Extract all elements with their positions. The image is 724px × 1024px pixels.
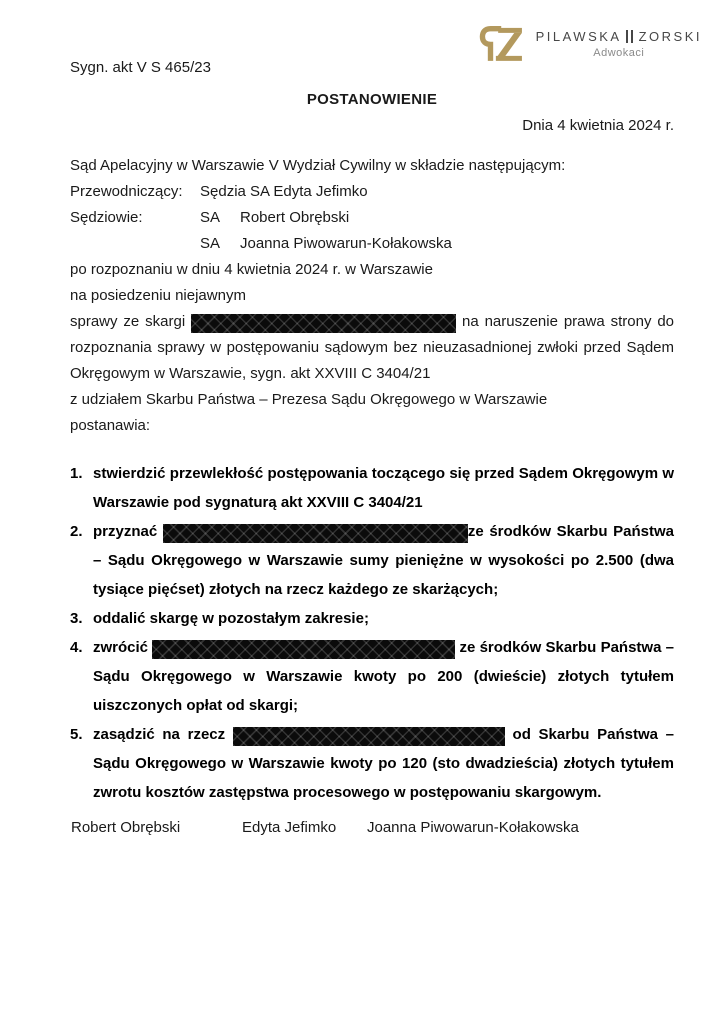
presiding-label: Przewodniczący: <box>70 183 183 200</box>
ruling-text: stwierdzić przewlekłość postępowania toczącego się przed Sądem Okręgowym w Warszawie pod sygnaturą akt XXVIII C 3404/21 <box>93 465 674 511</box>
judge-name: Robert Obrębski <box>240 209 350 226</box>
signature-name: Robert Obrębski <box>71 819 181 836</box>
claim-post: na naruszenie prawa strony do rozpoznania sprawy w postępowaniu sądowym bez nieuzasadnionej zwłoki przed Sądem Okręgowym w Warszawie, sygn. akt XXVIII C 3404/21 <box>70 313 675 382</box>
signatures-row <box>70 815 674 837</box>
law-firm-subtitle: Adwokaci <box>593 47 645 59</box>
document-date: Dnia 4 kwietnia 2024 r. <box>522 117 674 134</box>
ruling-number: 4. <box>70 639 83 656</box>
decision-intro: postanawia: <box>70 417 151 434</box>
court-composition <box>70 153 674 439</box>
ruling-number: 1. <box>70 465 83 482</box>
ruling-item <box>70 604 674 633</box>
ruling-number: 3. <box>70 610 83 627</box>
law-firm-name-left: PILAWSKA <box>535 29 622 44</box>
judges-label: Sędziowie: <box>70 209 143 226</box>
ruling-item <box>70 633 674 720</box>
law-firm-name-right: ZORSKI <box>638 29 702 44</box>
ruling-item <box>70 517 674 604</box>
judge-rank: SA <box>200 209 221 226</box>
case-number: Sygn. akt V S 465/23 <box>70 59 211 76</box>
double-bar-separator-icon <box>626 30 633 43</box>
redaction-block <box>233 727 505 746</box>
pz-monogram-icon <box>479 20 525 68</box>
law-firm-name-block <box>536 20 702 59</box>
law-firm-logo <box>479 20 702 68</box>
session-line: na posiedzeniu niejawnym <box>70 287 246 304</box>
document-title: POSTANOWIENIE <box>306 91 438 108</box>
ruling-text: zasądzić na rzecz od Skarbu Państwa – Sądu Okręgowego w Warszawie kwoty po 120 (sto dwadzieścia) złotych tytułem zwrotu kosztów zastępstwa procesowego w postępowaniu skargowym. <box>93 726 674 801</box>
court-line: Sąd Apelacyjny w Warszawie V Wydział Cywilny w składzie następującym: <box>70 157 566 174</box>
signature-name: Edyta Jefimko <box>242 819 337 836</box>
ruling-number: 5. <box>70 726 83 743</box>
composition-grid <box>70 179 674 257</box>
ruling-item <box>70 720 674 807</box>
hearing-line: po rozpoznaniu w dniu 4 kwietnia 2024 r. w Warszawie <box>70 261 433 278</box>
judge-name: Joanna Piwowarun-Kołakowska <box>240 235 452 252</box>
claim-pre: sprawy ze skargi <box>70 313 186 330</box>
empty-cell <box>70 231 200 257</box>
participant-line: z udziałem Skarbu Państwa – Prezesa Sądu Okręgowego w Warszawie <box>70 391 548 408</box>
ruling-text: zwrócić ze środków Skarbu Państwa – Sądu Okręgowego w Warszawie kwoty po 200 (dwieście) złotych tytułem uiszczonych opłat od skargi; <box>93 639 674 714</box>
ruling-number: 2. <box>70 523 83 540</box>
ruling-text: oddalić skargę w pozostałym zakresie; <box>93 610 369 627</box>
redaction-block <box>163 524 468 543</box>
judge-rank: SA <box>200 235 221 252</box>
redaction-block <box>152 640 455 659</box>
ruling-item <box>70 459 674 517</box>
presiding-value: Sędzia SA Edyta Jefimko <box>200 183 368 200</box>
ruling-text: przyznać ze środków Skarbu Państwa – Sądu Okręgowego w Warszawie sumy pieniężne w wysokości po 2.500 (dwa tysiące pięćset) złotych na rzecz każdego ze skarżących; <box>93 523 675 598</box>
law-firm-name <box>536 29 702 44</box>
signature-name: Joanna Piwowarun-Kołakowska <box>367 819 579 836</box>
redaction-block <box>191 314 456 333</box>
rulings-list <box>70 459 674 807</box>
claim-paragraph <box>70 309 674 387</box>
